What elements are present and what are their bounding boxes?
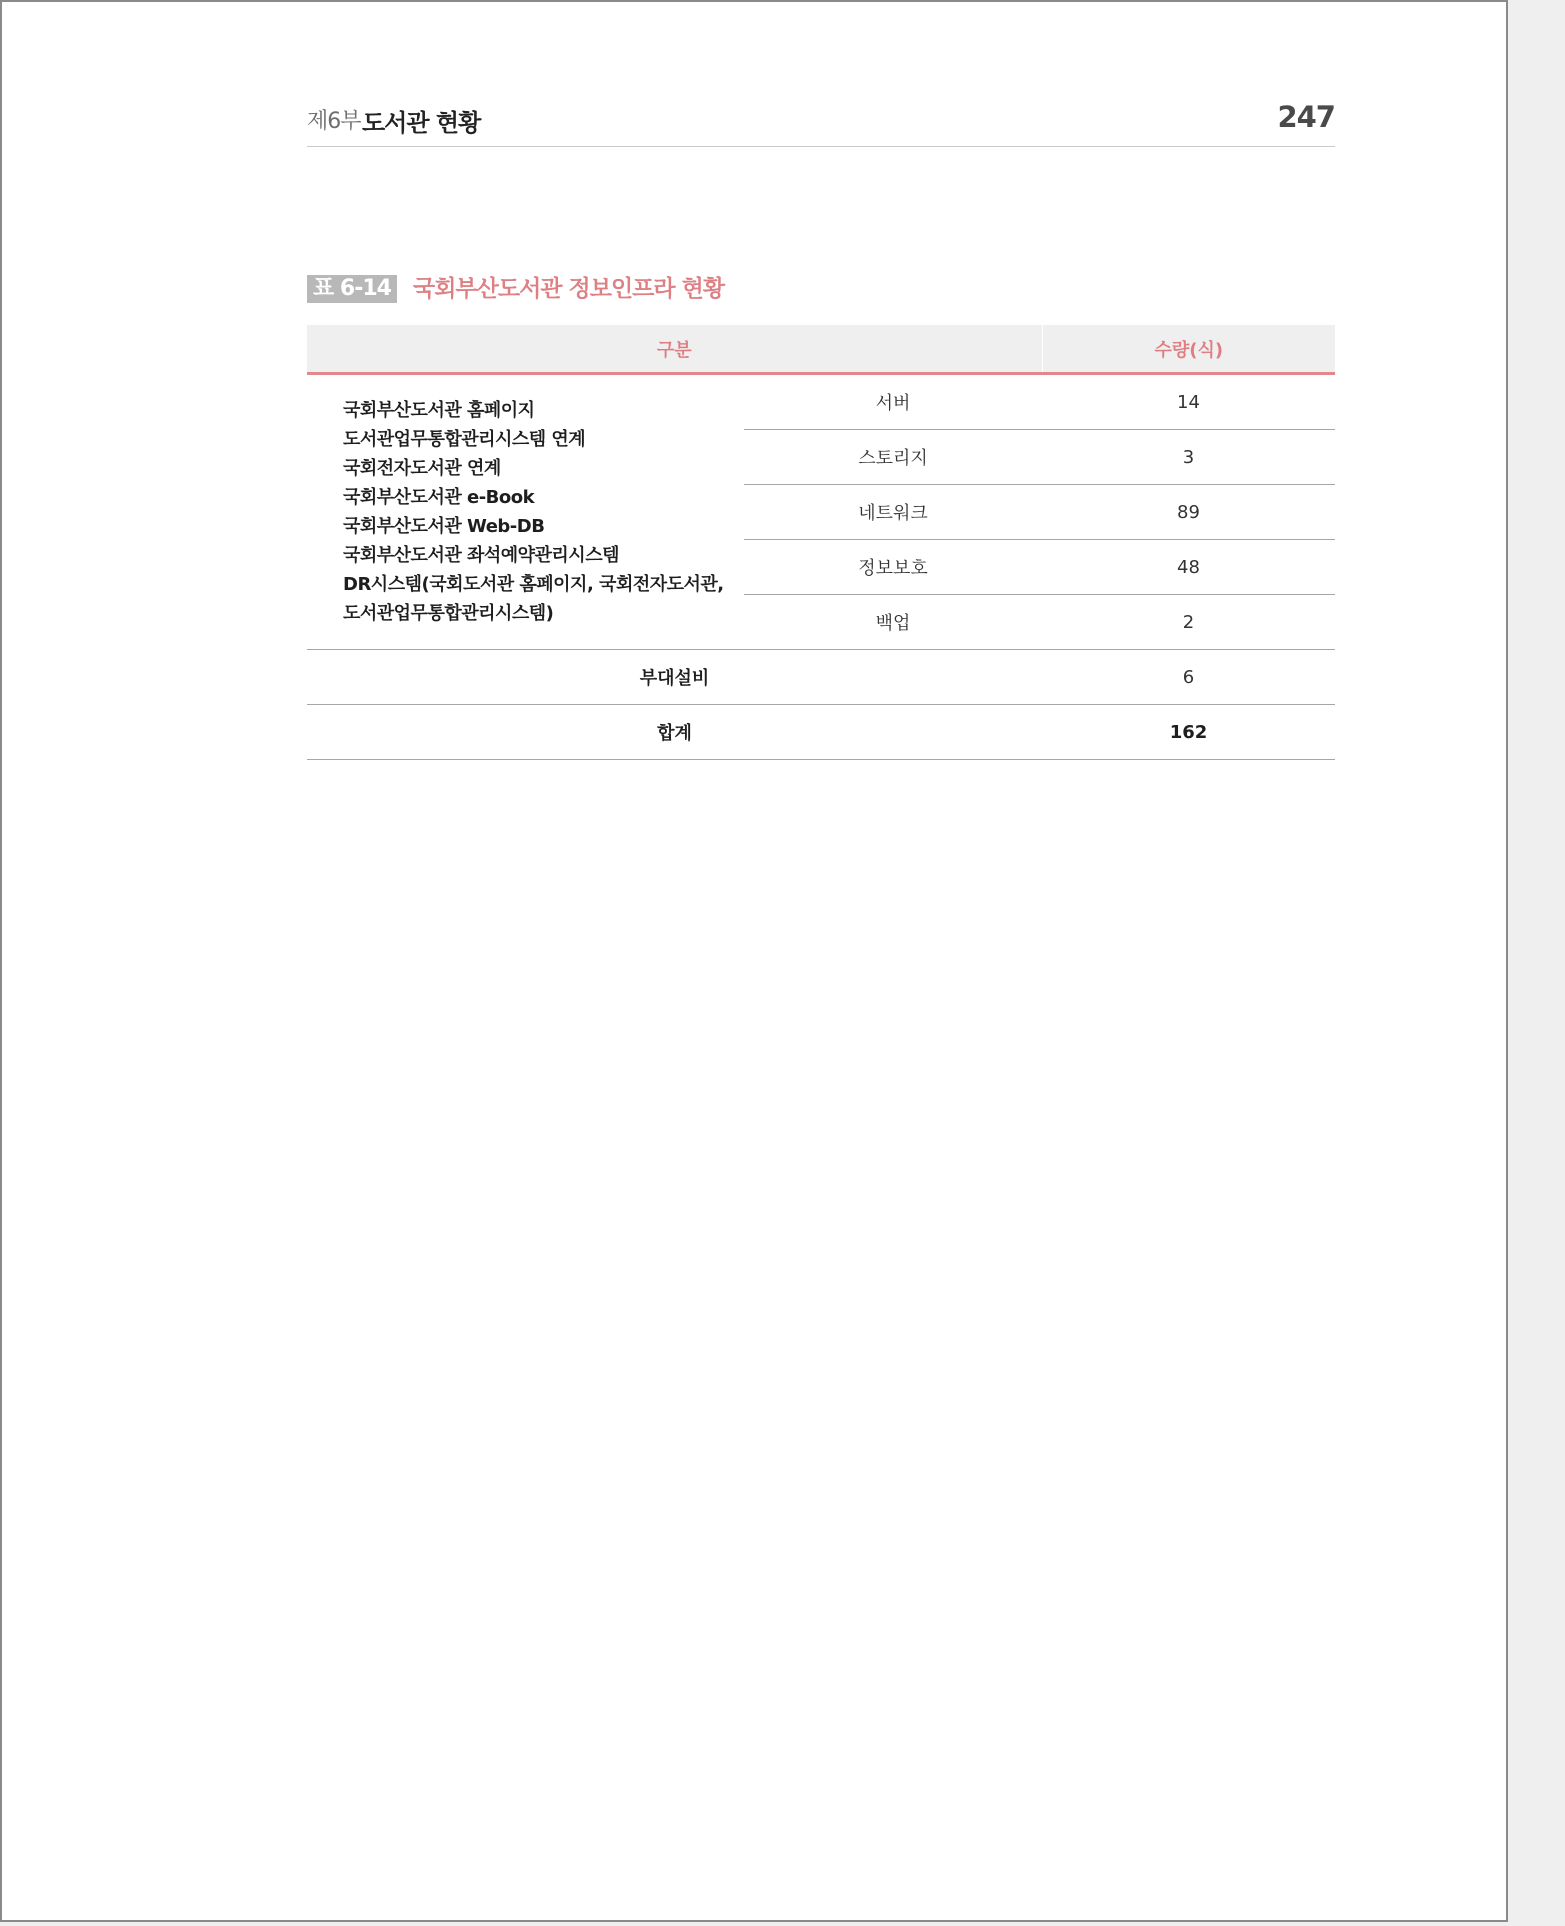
page-number: 247 <box>1277 100 1335 134</box>
total-qty: 162 <box>1042 705 1335 760</box>
viewer-bottom-margin <box>0 1922 1565 1926</box>
equipment-qty: 14 <box>1042 374 1335 430</box>
system-item: DR시스템(국회도서관 홈페이지, 국회전자도서관, <box>343 574 724 595</box>
infrastructure-table <box>307 325 1335 760</box>
header-category: 구분 <box>307 325 1042 374</box>
ancillary-row <box>307 650 1335 705</box>
system-item: 국회전자도서관 연계 <box>343 458 501 479</box>
total-row <box>307 705 1335 760</box>
equipment-name: 정보보호 <box>744 540 1042 595</box>
table-title: 국회부산도서관 정보인프라 현황 <box>413 276 725 302</box>
system-item: 국회부산도서관 e-Book <box>343 487 535 508</box>
system-list-cell <box>307 374 744 650</box>
table-header-row <box>307 325 1335 374</box>
table-row <box>307 374 1335 430</box>
equipment-qty: 2 <box>1042 595 1335 650</box>
running-header <box>307 100 1335 147</box>
equipment-name: 네트워크 <box>744 485 1042 540</box>
system-item: 국회부산도서관 Web-DB <box>343 516 545 537</box>
system-item: 도서관업무통합관리시스템 연계 <box>343 429 586 450</box>
header-amount: 수량(식) <box>1042 325 1335 374</box>
equipment-name: 서버 <box>744 374 1042 430</box>
part-label: 제6부 <box>307 109 361 134</box>
equipment-name: 스토리지 <box>744 430 1042 485</box>
system-item: 도서관업무통합관리시스템) <box>343 603 554 624</box>
ancillary-label: 부대설비 <box>307 650 1042 705</box>
chapter-title: 도서관 현황 <box>362 109 481 137</box>
equipment-qty: 48 <box>1042 540 1335 595</box>
total-label: 합계 <box>307 705 1042 760</box>
viewer-side-margin <box>1508 0 1565 1926</box>
equipment-qty: 3 <box>1042 430 1335 485</box>
equipment-qty: 89 <box>1042 485 1335 540</box>
system-item: 국회부산도서관 좌석예약관리시스템 <box>343 545 619 566</box>
ancillary-qty: 6 <box>1042 650 1335 705</box>
equipment-name: 백업 <box>744 595 1042 650</box>
system-item: 국회부산도서관 홈페이지 <box>343 400 535 421</box>
table-number-badge: 표 6-14 <box>307 275 397 303</box>
